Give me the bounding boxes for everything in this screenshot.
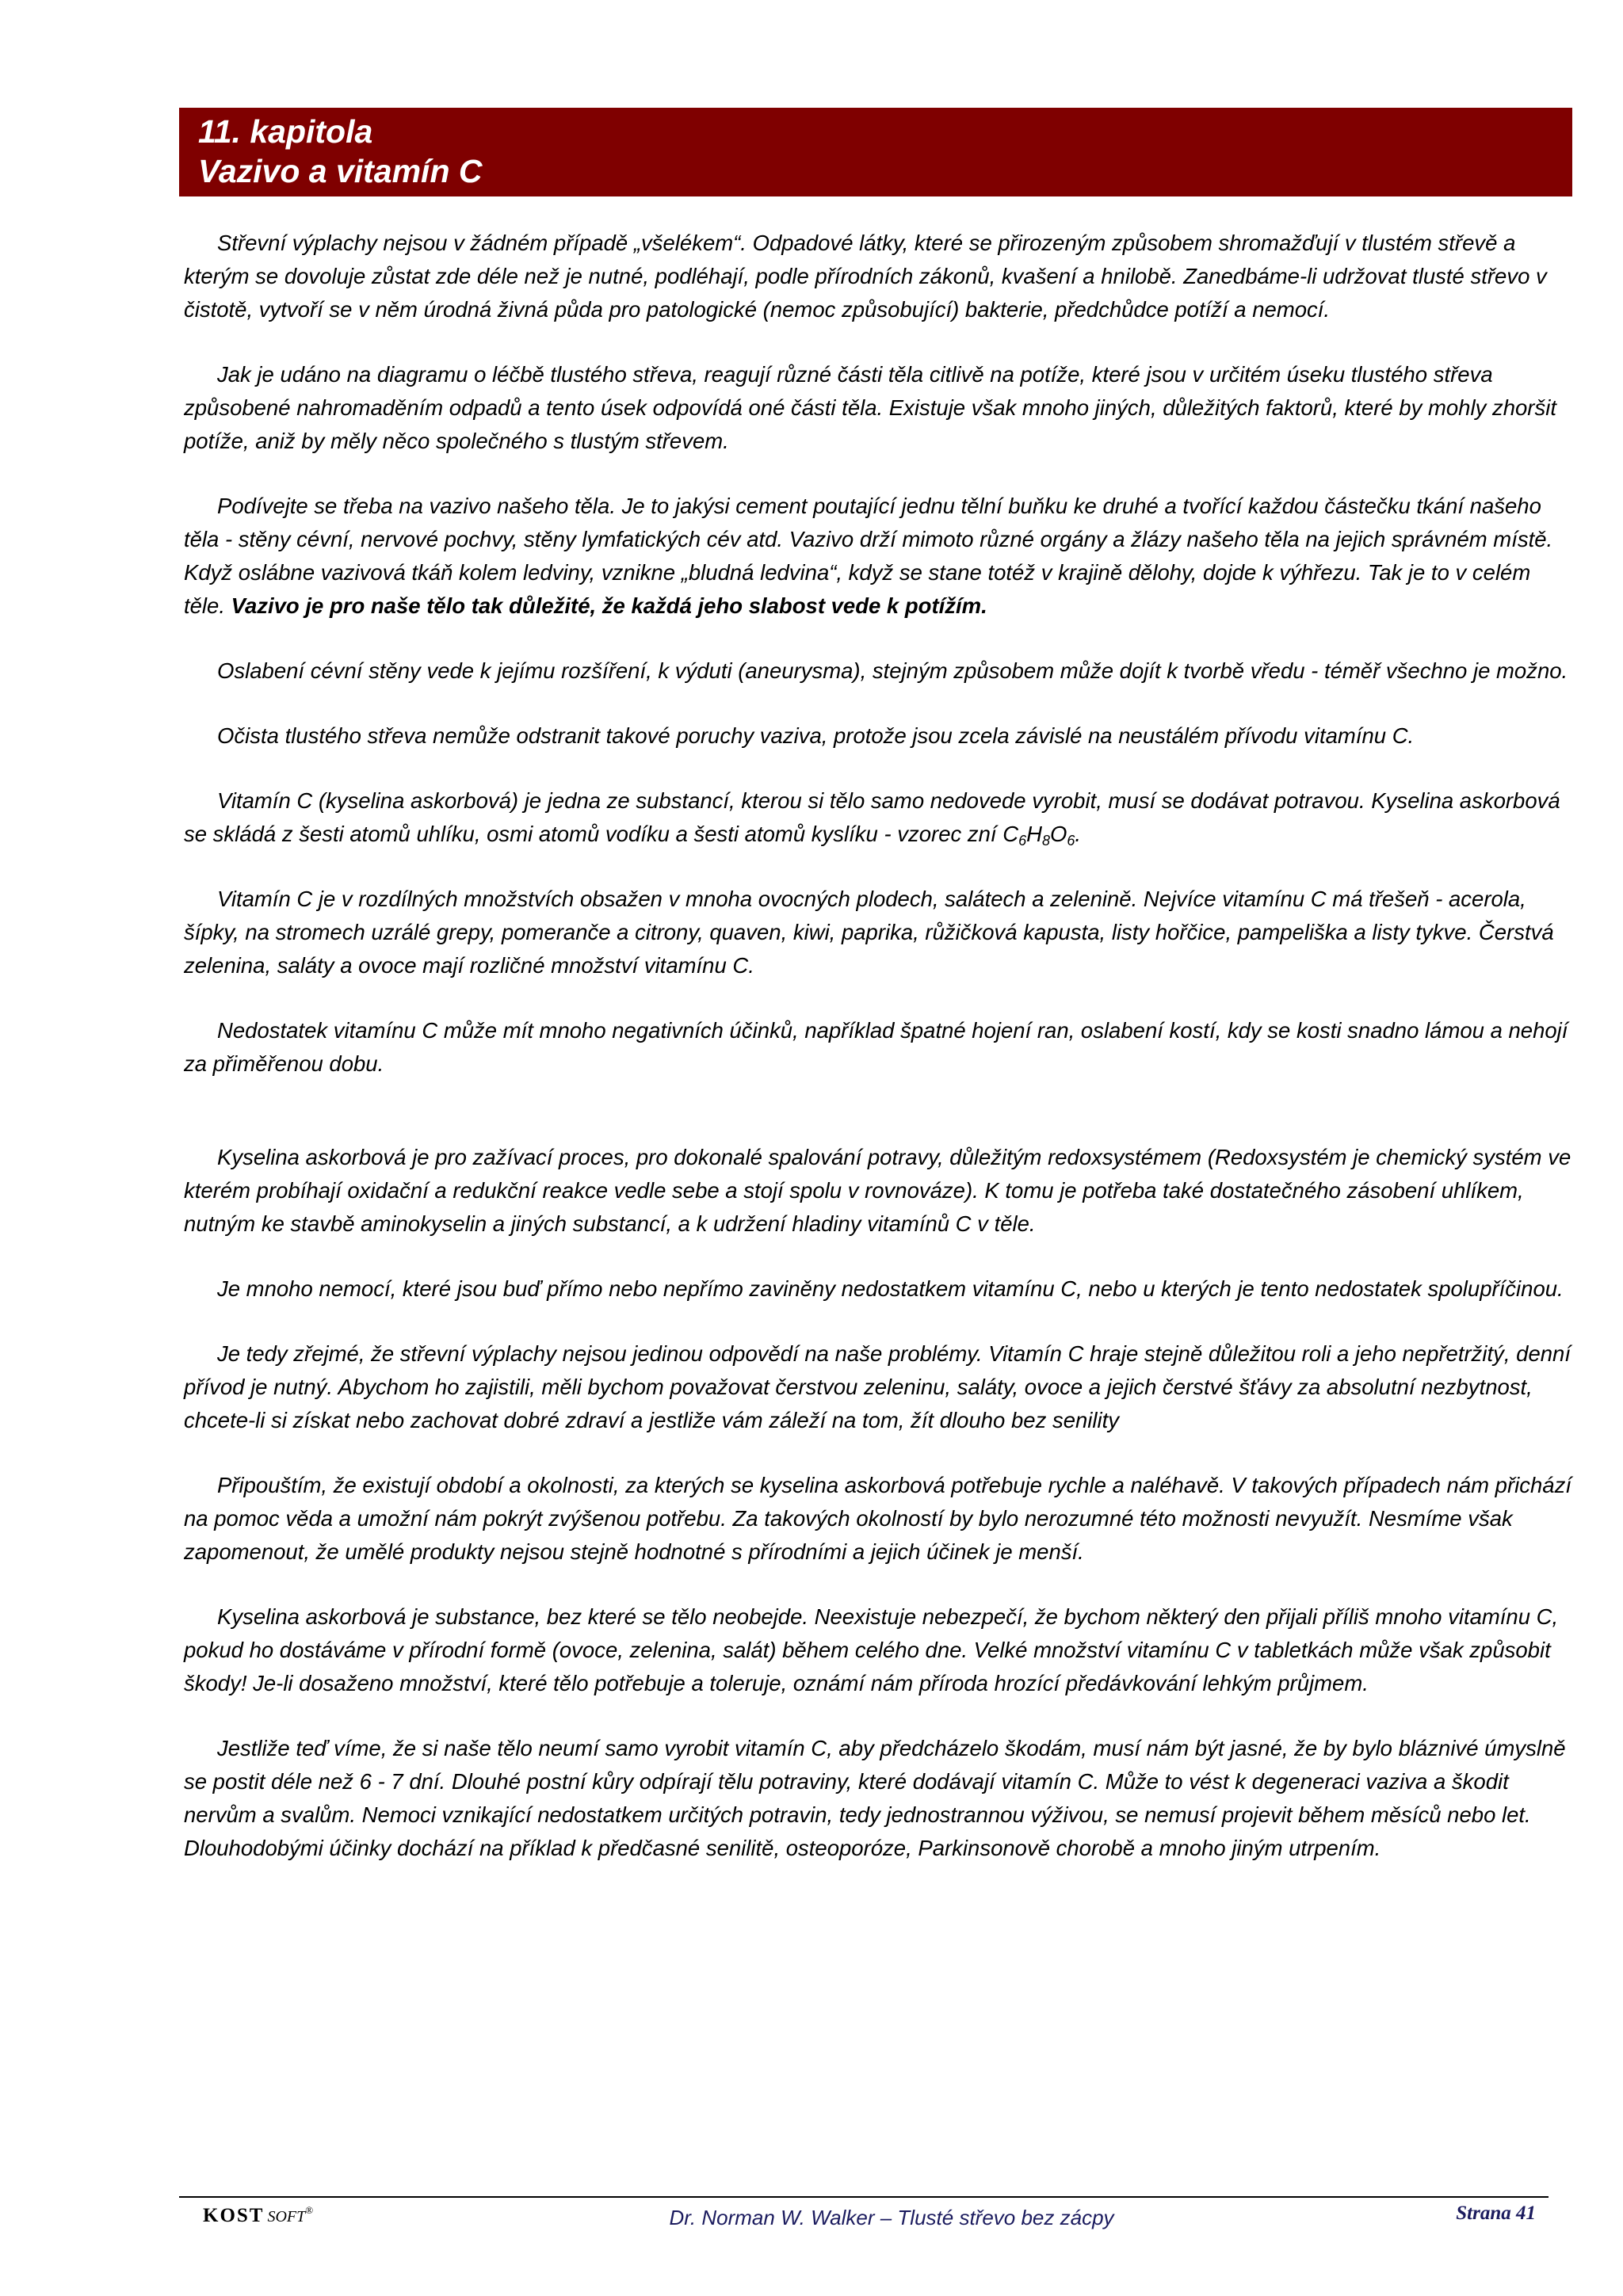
paragraph-text: Vitamín C je v rozdílných množstvích obsažen v mnoha ovocných plodech, salátech a zelenině. Nejvíce vitamínu C má třešeň - acerola, šípky, na stromech uzrálé grepy, pomeranče a citrony, quaven, kiwi, paprika, růžičková kapusta, listy hořčice, pampeliška a listy tykve. Čerstvá zelenina, saláty a ovoce mají rozličné množství vitamínu C. [184, 887, 1554, 978]
formula-element: O [1049, 822, 1067, 846]
body-paragraph [184, 1469, 1572, 1569]
paragraph-text: Jak je udáno na diagramu o léčbě tlustého střeva, reagují různé části těla citlivě na potíže, které jsou v určitém úseku tlustého střeva způsobené nahromaděním odpadů a tento úsek odpovídá oné části těla. Existuje však mnoho jiných, důležitých faktorů, které by mohly zhoršit potíže, aniž by měly něco společného s tlustým střevem. [184, 362, 1556, 453]
emphasis-text: Vazivo je pro naše tělo tak důležité, že každá jeho slabost vede k potížím. [231, 593, 987, 618]
footer-book-title: Dr. Norman W. Walker – Tlusté střevo bez zácpy [669, 2206, 1114, 2229]
chapter-header [179, 108, 1572, 196]
body-paragraph [184, 1014, 1572, 1081]
formula-element: C [1002, 822, 1019, 846]
body-paragraph [184, 1272, 1572, 1306]
body-paragraph [184, 1600, 1572, 1700]
footer-page-number: Strana 41 [1456, 2203, 1536, 2224]
formula-subscript: 6 [1067, 833, 1075, 849]
body-paragraph [184, 719, 1572, 753]
registered-mark: ® [305, 2204, 314, 2216]
body-paragraph [184, 358, 1572, 458]
paragraph-text: Nedostatek vitamínu C může mít mnoho negativních účinků, například špatné hojení ran, oslabení kostí, kdy se kosti snadno lámou a nehojí za přiměřenou dobu. [184, 1018, 1568, 1076]
body-paragraph [184, 1141, 1572, 1241]
body-paragraph [184, 883, 1572, 982]
paragraph-text: Střevní výplachy nejsou v žádném případě „všelékem“. Odpadové látky, které se přirozeným způsobem shromažďují v tlustém střevě a kterým se dovoluje zůstat zde déle než je nutné, podléhají, podle přírodních zákonů, kvašení a hnilobě. Zanedbáme-li udržovat tlusté střevo v čistotě, vytvoří se v něm úrodná živná půda pro patologické (nemoc způsobující) bakterie, předchůdce potíží a nemocí. [184, 231, 1547, 322]
body-paragraph [184, 1732, 1572, 1865]
formula-subscript: 6 [1018, 833, 1027, 849]
paragraph-text: Je mnoho nemocí, které jsou buď přímo nebo nepřímo zaviněny nedostatkem vitamínu C, nebo u kterých je tento nedostatek spolupříčinou. [217, 1276, 1564, 1301]
paragraph-text: Podívejte se třeba na vazivo našeho těla. Je to jakýsi cement poutající jednu tělní buňku ke druhé a tvořící každou částečku tkání našeho těla - stěny cévní, nervové pochvy, stěny lymfatických cév atd. Vazivo drží mimoto různé orgány a žlázy našeho těla na jejich správném místě. Když oslábne vazivová tkáň kolem ledviny, vznikne „bludná ledvina“, když se stane totéž v krajině dělohy, dojde k výhřezu. Tak je to v celém těle. [184, 494, 1553, 618]
body-paragraph [184, 490, 1572, 623]
chapter-number: 11. kapitola [198, 113, 373, 150]
paragraph-text: Oslabení cévní stěny vede k jejímu rozšíření, k výduti (aneurysma), stejným způsobem může dojít k tvorbě vředu - téměř všechno je možno. [217, 658, 1568, 683]
body-paragraph [184, 784, 1572, 851]
paragraph-text: Je tedy zřejmé, že střevní výplachy nejsou jedinou odpovědí na naše problémy. Vitamín C hraje stejně důležitou roli a jeho nepřetržitý, denní přívod je nutný. Abychom ho zajistili, měli bychom považovat čerstvou zeleninu, saláty, ovoce a jejich čerstvé šťávy za absolutní nezbytnost, chcete-li si získat nebo zachovat dobré zdraví a jestliže vám záleží na tom, žít dlouho bez senility [184, 1341, 1571, 1432]
kostsoft-logo [203, 2204, 313, 2229]
logo-sub: SOFT [267, 2208, 306, 2225]
body-paragraph [184, 227, 1572, 326]
logo-main: KOST [203, 2205, 265, 2226]
paragraph-tail: . [1075, 822, 1082, 846]
paragraph-text: Kyselina askorbová je pro zažívací proces, pro dokonalé spalování potravy, důležitým redoxsystémem (Redoxsystém je chemický systém ve kterém probíhají oxidační a redukční reakce vedle sebe a stojí spolu v rovnováze). K tomu je potřeba také dostatečného zásobení uhlíkem, nutným ke stavbě aminokyselin a jiných substancí, a k udržení hladiny vitamínů C v těle. [184, 1145, 1571, 1236]
paragraph-text: Připouštím, že existují období a okolnosti, za kterých se kyselina askorbová potřebuje rychle a naléhavě. V takových případech nám přichází na pomoc věda a umožní nám pokrýt zvýšenou potřebu. Za takových okolností by bylo nerozumné této možnosti nevyužít. Nesmíme však zapomenout, že umělé produkty nejsou stejně hodnotné s přírodními a jejich účinek je menší. [184, 1473, 1571, 1564]
chemical-formula [1002, 822, 1075, 849]
paragraph-text: Vitamín C (kyselina askorbová) je jedna ze substancí, kterou si tělo samo nedovede vyrobit, musí se dodávat potravou. Kyselina askorbová se skládá z šesti atomů uhlíku, osmi atomů vodíku a šesti atomů kyslíku - vzorec zní [184, 788, 1560, 846]
paragraph-text: Jestliže teď víme, že si naše tělo neumí samo vyrobit vitamín C, aby předcházelo škodám, musí nám být jasné, že by bylo bláznivé úmyslně se postit déle než 6 - 7 dní. Dlouhé postní kůry odpírají tělu potraviny, které dodávají vitamín C. Může to vést k degeneraci vaziva a škodit nervům a svalům. Nemoci vznikající nedostatkem určitých potravin, tedy jednostrannou výživou, se nemusí projevit během měsíců nebo let. Dlouhodobými účinky dochází na příklad k předčasné senilitě, osteoporóze, Parkinsonově chorobě a mnoho jiným utrpením. [184, 1736, 1566, 1860]
paragraph-text: Očista tlustého střeva nemůže odstranit takové poruchy vaziva, protože jsou zcela závislé na neustálém přívodu vitamínu C. [217, 723, 1415, 748]
footer-divider [179, 2196, 1549, 2198]
formula-element: H [1026, 822, 1042, 846]
chapter-title: Vazivo a vitamín C [198, 153, 483, 189]
formula-subscript: 8 [1041, 833, 1050, 849]
body-paragraph [184, 1337, 1572, 1437]
body-paragraph [184, 654, 1572, 688]
document-body [184, 227, 1572, 1897]
paragraph-text: Kyselina askorbová je substance, bez které se tělo neobejde. Neexistuje nebezpečí, že bychom některý den přijali příliš mnoho vitamínu C, pokud ho dostáváme v přírodní formě (ovoce, zelenina, salát) během celého dne. Velké množství vitamínu C v tabletkách může však způsobit škody! Je-li dosaženo množství, které tělo potřebuje a toleruje, oznámí nám příroda hrozící předávkování lehkým průjmem. [184, 1604, 1559, 1695]
